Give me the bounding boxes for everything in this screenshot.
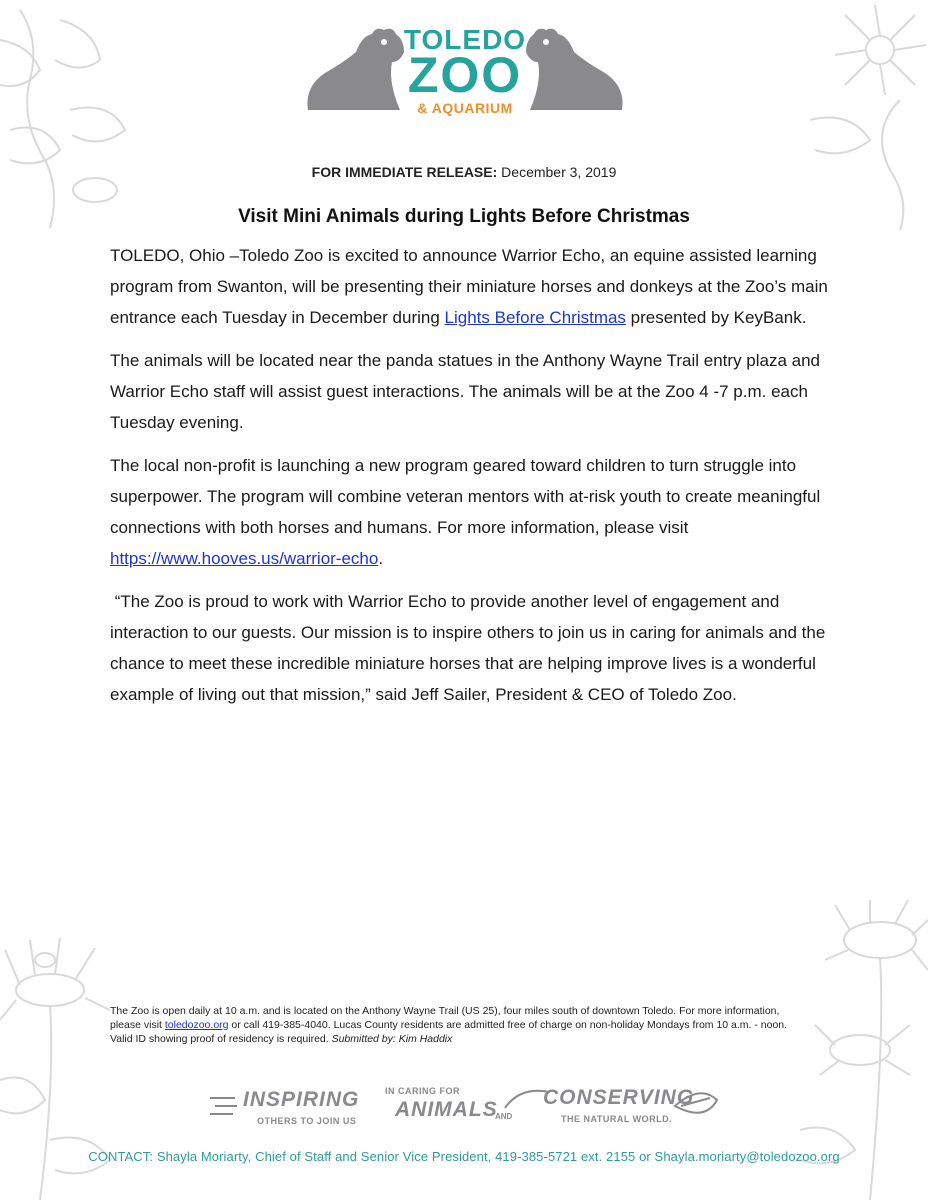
- footer-note-text: The Zoo is open daily at 10 a.m. and is located on the Anthony Wayne Trail (US 25), four miles south of downtown Toledo. For more information, please visit: [110, 1005, 780, 1031]
- release-line: [0, 164, 928, 180]
- tagline-natural-world: THE NATURAL WORLD.: [561, 1114, 673, 1124]
- tagline-others: OTHERS TO JOIN US: [257, 1116, 357, 1126]
- contact-line: CONTACT: Shayla Moriarty, Chief of Staff and Senior Vice President, 419-385-5721 ext. 2155 or Shayla.moriarty@toledozoo.org: [88, 1149, 840, 1164]
- logo-text-toledo: TOLEDO: [403, 24, 527, 55]
- tagline-conserving: CONSERVING: [543, 1086, 695, 1109]
- warrior-echo-link[interactable]: https://www.hooves.us/warrior-echo: [110, 549, 379, 568]
- press-release-body: [110, 240, 830, 722]
- toledo-zoo-logo: [300, 22, 630, 122]
- paragraph-4-quote: “The Zoo is proud to work with Warrior Echo to provide another level of engagement and interaction to our guests. Our mission is to inspire others to join us in caring for animals and the chance to meet these incredible miniature horses that are helping improve lives is a wonderful example of living out that mission,” said Jeff Sailer, President & CEO of Toledo Zoo.: [110, 592, 831, 704]
- footer-note: [110, 1004, 800, 1046]
- release-date: December 3, 2019: [501, 164, 617, 180]
- tagline-caring: IN CARING FOR: [385, 1086, 460, 1096]
- footer-note-text-2: or call 419-385-4040. Lucas County residents are admitted free of charge on non-holiday Mondays from 10 a.m. - noon. Valid ID showing proof of residency is required.: [110, 1019, 788, 1045]
- lights-before-christmas-link[interactable]: Lights Before Christmas: [444, 308, 626, 327]
- tagline-inspiring: INSPIRING: [243, 1088, 360, 1111]
- paragraph-3-end: .: [378, 549, 384, 568]
- page-title: Visit Mini Animals during Lights Before Christmas: [238, 206, 690, 227]
- flower-decoration-top-right-icon: [790, 0, 928, 230]
- paragraph-1-end: presented by KeyBank.: [625, 308, 807, 327]
- flower-decoration-top-left-icon: [0, 0, 140, 230]
- logo-text-zoo: ZOO: [407, 47, 523, 103]
- paragraph-3: [110, 450, 830, 574]
- paragraph-2: The animals will be located near the panda statues in the Anthony Wayne Trail entry plaza and Warrior Echo staff will assist guest interactions. The animals will be at the Zoo 4 -7 p.m. each Tuesday evening.: [110, 351, 821, 432]
- release-label: FOR IMMEDIATE RELEASE:: [311, 164, 498, 180]
- paragraph-3-text: The local non-profit is launching a new program geared toward children to turn struggle into superpower. The program will combine veteran mentors with at-risk youth to create meaningful connections with both horses and humans. For more information, please visit: [110, 456, 821, 537]
- tagline-animals: ANIMALS: [395, 1098, 498, 1121]
- toledozoo-link[interactable]: toledozoo.org: [164, 1019, 229, 1031]
- submitted-by: Submitted by: Kim Haddix: [331, 1033, 453, 1045]
- mission-tagline: [205, 1078, 725, 1138]
- logo-text-aquarium: & AQUARIUM: [417, 100, 513, 116]
- paragraph-1: [110, 240, 830, 333]
- tagline-and: AND: [495, 1112, 513, 1121]
- paragraph-1-text: TOLEDO, Ohio –Toledo Zoo is excited to announce Warrior Echo, an equine assisted learning program from Swanton, will be presenting their miniature horses and donkeys at the Zoo’s main entrance each Tuesday in December during: [110, 246, 828, 327]
